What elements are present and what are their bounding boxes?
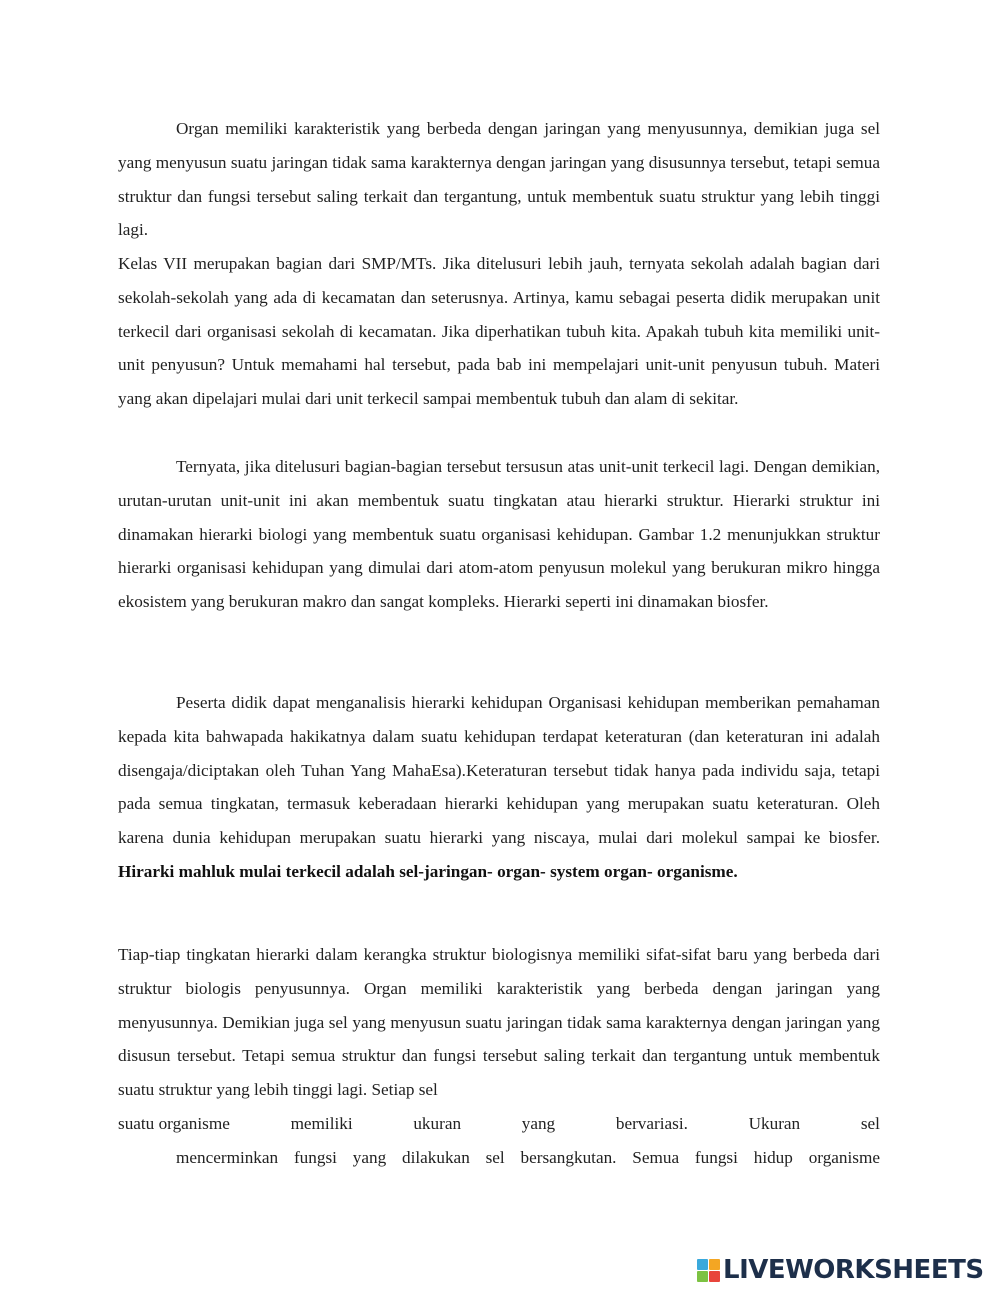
logo-square-icon (697, 1271, 708, 1282)
paragraph-life-organization-text: Peserta didik dapat menganalisis hierarki kehidupan Organisasi kehidupan memberikan pemahaman kepada kita bahwapada hakikatnya dalam suatu kehidupan terdapat keteraturan (dan keteraturan ini adalah disengaja/diciptakan oleh Tuhan Yang MahaEsa).Keteraturan tersebut tidak hanya pada individu saja, tetapi pada semua tingkatan, termasuk keberadaan hierarki kehidupan yang merupakan suatu keteraturan. Oleh karena dunia kehidupan merupakan suatu hierarki yang niscaya, mulai dari molekul sampai ke biosfer. (118, 693, 880, 848)
paragraph-hierarchy-levels: Tiap-tiap tingkatan hierarki dalam kerangka struktur biologisnya memiliki sifat-sifat baru yang berbeda dari struktur biologis penyusunnya. Organ memiliki karakteristik yang berbeda dengan jaringan yang menyusunnya. Demikian juga sel yang menyusun suatu jaringan tidak sama karakternya dengan jaringan yang disusun tersebut. Tetapi semua struktur dan fungsi tersebut saling terkait dan tergantung untuk membentuk suatu struktur yang lebih tinggi lagi. Setiap sel (118, 945, 880, 1100)
spread-word: ukuran (413, 1114, 462, 1133)
liveworksheets-logo[interactable] (697, 1253, 984, 1287)
spread-word: suatu organisme (118, 1114, 230, 1133)
spread-word: Ukuran (748, 1114, 801, 1133)
paragraph-class-vii: Kelas VII merupakan bagian dari SMP/MTs. Jika ditelusuri lebih jauh, ternyata sekolah adalah bagian dari sekolah-sekolah yang ada di kecamatan dan seterusnya. Artinya, kamu sebagai peserta didik merupakan unit terkecil dari organisasi sekolah di kecamatan. Jika diperhatikan tubuh kita. Apakah tubuh kita memiliki unit-unit penyusun? Untuk memahami hal tersebut, pada bab ini mempelajari unit-unit penyusun tubuh. Materi yang akan dipelajari mulai dari unit terkecil sampai membentuk tubuh dan alam di sekitar. (118, 254, 880, 409)
hierarchy-summary-bold: Hirarki mahluk mulai terkecil adalah sel-jaringan- organ- system organ- organisme. (118, 861, 738, 881)
spread-text-line (118, 1107, 880, 1141)
spread-word: memiliki (290, 1114, 353, 1133)
indented-last-line: mencerminkan fungsi yang dilakukan sel bersangkutan. Semua fungsi hidup organisme (176, 1148, 880, 1167)
spread-word: sel (860, 1114, 880, 1133)
liveworksheets-logo-icon (697, 1259, 720, 1282)
spread-word: bervariasi. (615, 1114, 688, 1133)
logo-square-icon (709, 1259, 720, 1270)
logo-square-icon (697, 1259, 708, 1270)
spread-word: yang (521, 1114, 556, 1133)
liveworksheets-logo-text: LIVEWORKSHEETS (723, 1255, 984, 1285)
logo-square-icon (709, 1271, 720, 1282)
paragraph-organ-characteristics: Organ memiliki karakteristik yang berbeda dengan jaringan yang menyusunnya, demikian juga sel yang menyusun suatu jaringan tidak sama karakternya dengan jaringan yang disusunnya tersebut, tetapi semua struktur dan fungsi tersebut saling terkait dan tergantung, untuk membentuk suatu struktur yang lebih tinggi lagi. (118, 119, 880, 240)
paragraph-life-organization (118, 686, 880, 889)
paragraph-hierarchy-structure: Ternyata, jika ditelusuri bagian-bagian tersebut tersusun atas unit-unit terkecil lagi. Dengan demikian, urutan-urutan unit-unit ini akan membentuk suatu tingkatan atau hierarki struktur. Hierarki struktur ini dinamakan hierarki biologi yang membentuk suatu organisasi kehidupan. Gambar 1.2 menunjukkan struktur hierarki organisasi kehidupan yang dimulai dari atom-atom penyusun molekul yang berukuran mikro hingga ekosistem yang berukuran makro dan sangat kompleks. Hierarki seperti ini dinamakan biosfer. (118, 457, 880, 612)
